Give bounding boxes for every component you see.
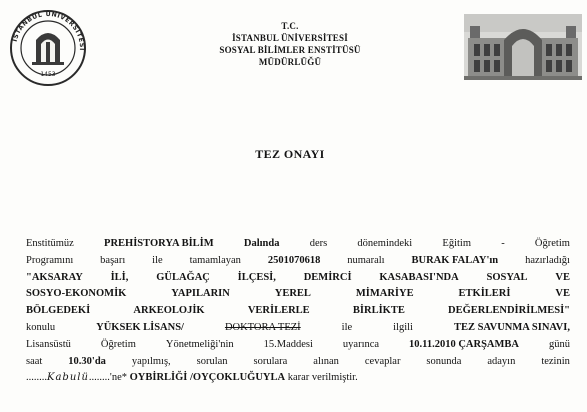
word: VERİLERLE: [247, 305, 310, 317]
exam-time: 10.30'da: [68, 355, 106, 367]
header-line-institute: SOSYAL BİLİMLER ENSTİTÜSÜ: [219, 45, 361, 55]
thesis-title-line-3: [26, 303, 570, 320]
word: Yönetmeliği'nin: [165, 338, 234, 350]
word: ETKİLERİ: [458, 288, 511, 300]
word: SOSYAL: [486, 271, 528, 283]
word: tamamlayan: [189, 254, 241, 266]
word: sorulan: [196, 355, 228, 367]
word: ders: [309, 238, 328, 249]
program-name: PREHİSTORYA BİLİM: [104, 238, 214, 249]
word: 15.Maddesi: [263, 338, 313, 350]
word: adayın: [487, 355, 516, 367]
institution-header: [170, 20, 410, 68]
degree-masters: YÜKSEK LİSANS/: [96, 321, 184, 333]
word: İLİ,: [110, 271, 129, 283]
word: KASABASI'NDA: [379, 271, 459, 283]
word: -: [501, 238, 505, 249]
word: cevaplar: [364, 355, 401, 367]
document-title: TEZ ONAYI: [255, 147, 325, 161]
word: saat: [26, 355, 43, 367]
word: Öğretim: [534, 238, 570, 249]
student-name: BURAK FALAY'ın: [411, 254, 499, 266]
word: MİMARİYE: [355, 288, 414, 300]
word: Programını: [26, 254, 74, 266]
word: sorulara: [253, 355, 288, 367]
paragraph-line-6: [26, 320, 570, 337]
paragraph-line-2: [26, 253, 570, 270]
word: BÖLGEDEKİ: [26, 305, 91, 317]
word: VE: [555, 288, 570, 300]
word: günü: [548, 338, 570, 350]
word: konulu: [26, 321, 56, 333]
university-building-image: [464, 14, 582, 80]
fill-dots: ........: [88, 372, 110, 384]
word: İLÇESİ,: [237, 271, 276, 283]
svg-text:1453: 1453: [40, 71, 56, 78]
word: Dalında: [243, 238, 280, 249]
vote-separator: /: [190, 372, 193, 384]
paragraph-line-8: [26, 354, 570, 371]
student-number: 2501070618: [267, 254, 321, 266]
word: ile: [152, 254, 163, 266]
header-line-university: İSTANBUL ÜNİVERSİTESİ: [232, 33, 348, 43]
exam-date: 10.11.2010 ÇARŞAMBA: [409, 338, 519, 350]
word: ARKEOLOJİK: [133, 305, 205, 317]
word: GÜLAĞAÇ: [156, 271, 210, 283]
word: dönemindeki: [357, 238, 413, 249]
thesis-title-line-1: [26, 270, 570, 287]
word: Öğretim: [100, 338, 136, 350]
defense-exam: TEZ SAVUNMA SINAVI,: [453, 321, 570, 333]
vote-majority: OYÇOKLUĞUYLA: [192, 372, 286, 384]
word: YAPILARIN: [171, 288, 230, 300]
paragraph-line-9: [26, 370, 570, 387]
word: alınan: [313, 355, 339, 367]
word: karar verilmiştir.: [287, 372, 358, 384]
word: SOSYO-EKONOMİK: [26, 288, 127, 300]
word: başarı: [100, 254, 126, 266]
word: sonunda: [426, 355, 462, 367]
word: 'ne*: [109, 372, 127, 384]
word: Enstitümüz: [26, 238, 74, 249]
word: tezinin: [541, 355, 570, 367]
header-line-directorate: MÜDÜRLÜĞÜ: [258, 57, 322, 67]
header-line-tc: T.C.: [281, 21, 299, 31]
word: VE: [555, 271, 570, 283]
degree-doctorate-struck: DOKTORA TEZİ: [224, 321, 301, 333]
word: Eğitim: [442, 238, 472, 249]
word: "AKSARAY: [26, 271, 83, 283]
paragraph-line-1: [26, 236, 570, 253]
svg-text:İSTANBUL ÜNİVERSİTESİ: İSTANBUL ÜNİVERSİTESİ: [11, 10, 86, 52]
word: hazırladığı: [525, 254, 570, 266]
university-seal-logo: [8, 8, 88, 88]
approval-paragraph: [26, 236, 570, 387]
handwritten-decision: Kabulü: [47, 372, 89, 384]
fill-dots: ........: [26, 372, 47, 384]
word: Lisansüstü: [26, 338, 71, 350]
word: uyarınca: [342, 338, 380, 350]
word: DEĞERLENDİRİLMESİ": [448, 305, 570, 317]
thesis-title-line-2: [26, 286, 570, 303]
paragraph-line-7: [26, 337, 570, 354]
word: ilgili: [393, 321, 413, 333]
word: numaralı: [347, 254, 385, 266]
word: ile: [341, 321, 353, 333]
vote-unanimous: OYBİRLİĞİ: [129, 372, 188, 384]
word: YEREL: [274, 288, 311, 300]
word: yapılmış,: [131, 355, 171, 367]
word: DEMİRCİ: [303, 271, 352, 283]
word: BİRLİKTE: [352, 305, 405, 317]
